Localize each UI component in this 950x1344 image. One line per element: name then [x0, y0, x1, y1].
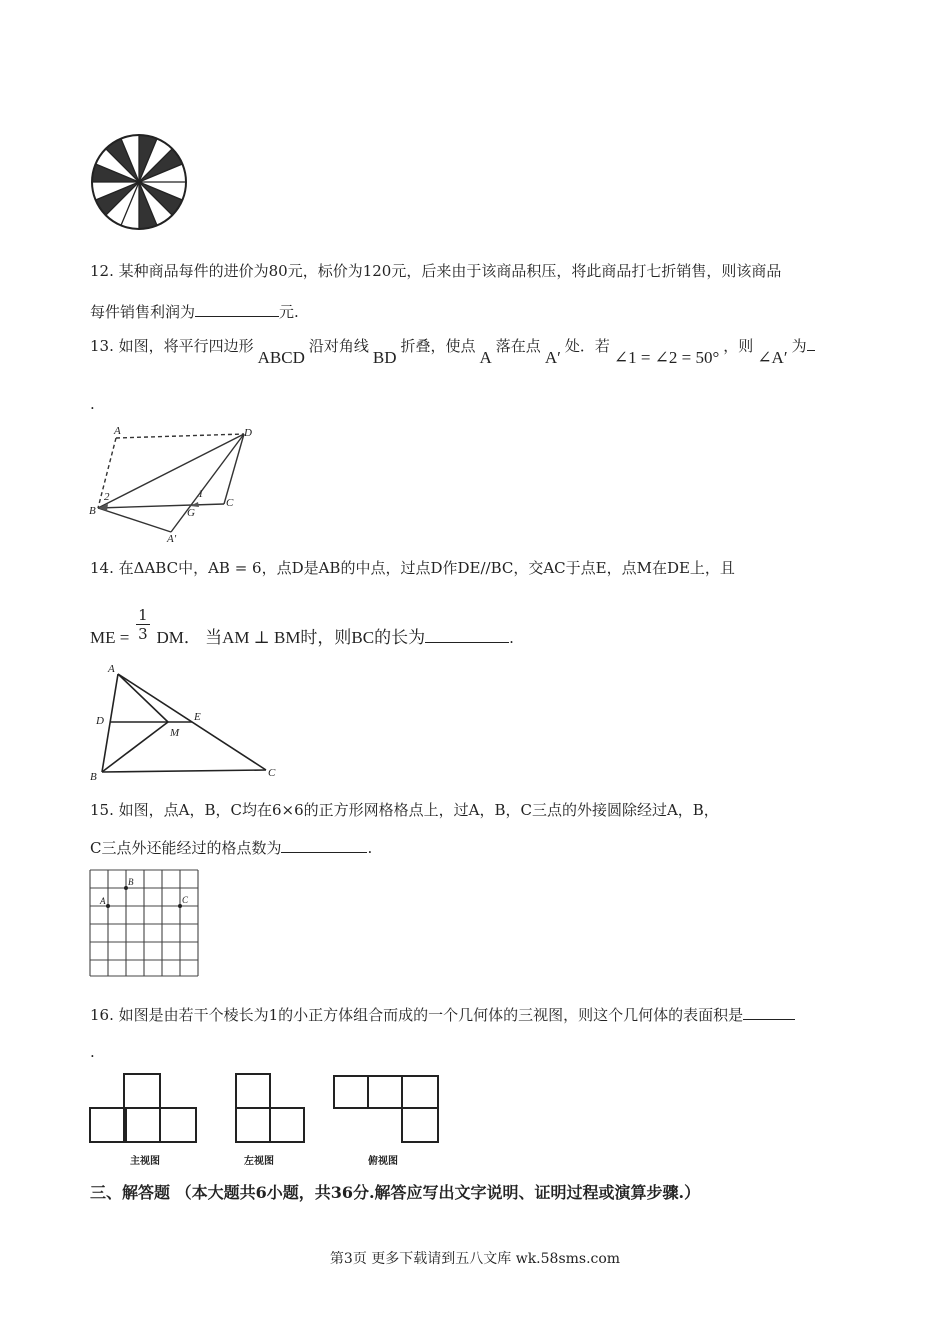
q13-label-d: D	[244, 427, 252, 439]
q12-line2	[90, 300, 299, 322]
q14-fraction	[136, 606, 150, 643]
section-3-heading: 三、解答题 （本大题共6小题，共36分.解答应写出文字说明、证明过程或演算步骤.）	[90, 1183, 701, 1202]
q15-answer-blank[interactable]	[281, 836, 367, 853]
q14-line2	[90, 606, 514, 654]
q15-grid-figure	[86, 866, 202, 978]
q15-line2	[90, 836, 372, 858]
q13-text-1: 13. 如图，将平行四边形	[90, 337, 254, 355]
q13-math-angle-a-prime: ∠A′	[757, 348, 788, 367]
q13-text-3: 折叠，使点	[400, 337, 476, 355]
q16-three-views-figure	[86, 1068, 446, 1170]
q13-label-b: B	[89, 505, 96, 517]
q14-frac-num: 1	[138, 606, 148, 624]
q14-answer-blank[interactable]	[425, 626, 509, 643]
q13-math-angles: ∠1 = ∠2 = 50°	[613, 348, 720, 367]
q16-line1	[90, 1003, 795, 1025]
sector-circle-figure	[86, 134, 192, 234]
q15-line1: 15. 如图，点A，B，C均在6×6的正方形网格格点上，过A，B，C三点的外接圆除经过A，B，	[90, 801, 719, 819]
q15-label-c: C	[182, 895, 189, 905]
q15-text: C三点外还能经过的格点数为	[90, 839, 282, 857]
q14-label-e: E	[194, 711, 201, 723]
q16-text: 16. 如图是由若干个棱长为1的小正方体组合而成的一个几何体的三视图，则这个几何体的表面积是	[90, 1006, 744, 1024]
q14-label-d: D	[96, 715, 104, 727]
q14-label-a: A	[108, 663, 115, 675]
q13-label-g: G	[187, 507, 195, 519]
q13-answer-blank[interactable]	[807, 334, 815, 351]
q13-text-6: ，则	[723, 337, 754, 355]
page-footer: 第3页 更多下载请到五八文库 wk.58sms.com	[329, 1251, 621, 1267]
q13-line1	[90, 334, 815, 374]
q14-frac-right: DM． 当AM ⊥ BM时，则BC的长为	[156, 627, 426, 647]
q13-parallelogram-figure	[86, 420, 266, 545]
q13-text-5: 处．若	[564, 337, 610, 355]
q13-label-1: 1	[198, 488, 204, 500]
q15-end: .	[367, 839, 373, 857]
q13-math-abcd: ABCD	[257, 348, 305, 367]
q14-label-m: M	[170, 727, 180, 739]
q14-line1: 14. 在ΔABC中，AB = 6，点D是AB的中点，过点D作DE//BC，交AC于点E，点M在DE上，且	[90, 559, 735, 577]
q16-view-left: 左视图	[244, 1156, 274, 1167]
q12-unit: 元.	[279, 303, 299, 321]
q13-math-a-prime: A′	[544, 348, 561, 367]
q12-line1: 12. 某种商品每件的进价为80元，标价为120元，后来由于该商品积压，将此商品打七折销售，则该商品	[90, 262, 782, 280]
q16-answer-blank[interactable]	[743, 1003, 795, 1020]
q14-label-c: C	[268, 767, 276, 779]
q12-answer-blank[interactable]	[195, 300, 279, 317]
q16-view-front: 主视图	[130, 1156, 160, 1167]
q13-text-2: 沿对角线	[308, 337, 369, 355]
q13-end: .	[90, 395, 95, 413]
q13-label-2: 2	[104, 491, 110, 503]
q16-end: .	[90, 1043, 95, 1061]
q15-label-a: A	[100, 896, 106, 906]
q15-label-b: B	[128, 877, 134, 887]
q14-frac-left: ME =	[90, 627, 130, 647]
q14-triangle-figure	[86, 660, 286, 782]
q13-text-7: 为	[791, 337, 807, 355]
q14-frac-den: 3	[138, 625, 148, 643]
q12-text: 每件销售利润为	[90, 303, 196, 321]
q14-label-b: B	[90, 771, 97, 782]
q16-view-top: 俯视图	[368, 1156, 398, 1167]
q13-label-a: A	[114, 425, 121, 437]
q13-label-c: C	[226, 497, 234, 509]
q13-label-a-prime: A′	[167, 533, 177, 545]
q13-math-bd: BD	[372, 348, 397, 367]
q13-text-4: 落在点	[495, 337, 541, 355]
q14-end: .	[509, 628, 514, 647]
q13-math-a: A	[479, 348, 492, 367]
